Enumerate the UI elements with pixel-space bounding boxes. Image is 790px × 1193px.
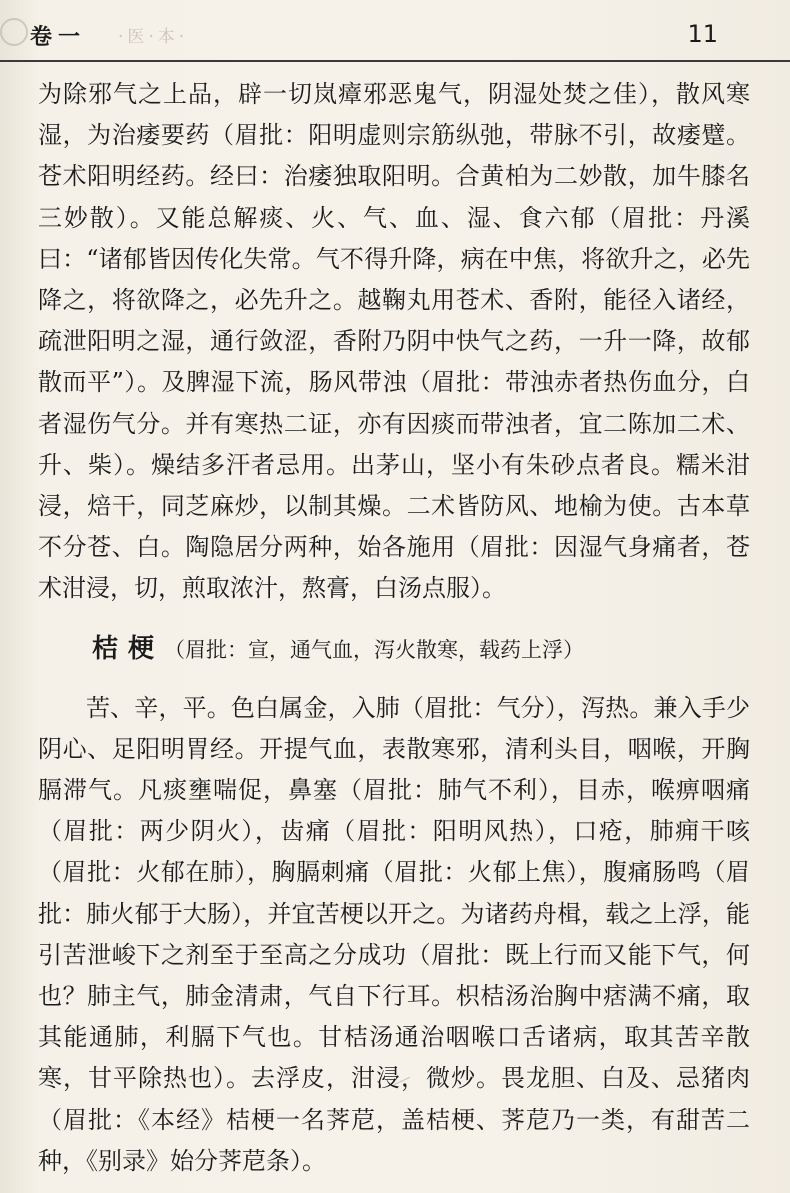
volume-title: 卷一: [30, 25, 87, 50]
faint-running-header: ·医·本·: [118, 27, 189, 47]
entry-heading-note: （眉批：宣，通气血，泻火散寒，载药上浮）: [164, 637, 585, 662]
entry-heading: [38, 610, 750, 688]
page-body: [38, 74, 750, 1182]
page-header: [0, 0, 790, 66]
paragraph-continued: 为除邪气之上品，辟一切岚瘴邪恶鬼气，阴湿处焚之佳），散风寒湿，为治痿要药（眉批：阳明虚则宗筋纵弛，带脉不引，故痿躄。苍术阳明经药。经曰：治痿独取阳明。合黄柏为二妙散，加牛膝名三妙散）。又能总解痰、火、气、血、湿、食六郁（眉批：丹溪曰：“诸郁皆因传化失常。气不得升降，病在中焦，将欲升之，必先降之，将欲降之，必先升之。越鞠丸用苍术、香附，能径入诸经，疏泄阳明之湿，通行敛涩，香附乃阴中快气之药，一升一降，故郁散而平”）。及脾湿下流，肠风带浊（眉批：带浊赤者热伤血分，白者湿伤气分。并有寒热二证，亦有因痰而带浊者，宜二陈加二术、升、柴）。燥结多汗者忌用。出茅山，坚小有朱砂点者良。糯米泔浸，焙干，同芝麻炒，以制其燥。二术皆防风、地榆为使。古本草不分苍、白。陶隐居分两种，始各施用（眉批：因湿气身痛者，苍术泔浸，切，煎取浓汁，熬膏，白汤点服）。: [38, 80, 750, 603]
header-rule: [0, 60, 790, 62]
page-number: 11: [687, 20, 718, 48]
paragraph-entry: 苦、辛，平。色白属金，入肺（眉批：气分），泻热。兼入手少阴心、足阳明胃经。开提气血，表散寒邪，清利头目，咽喉，开胸膈滞气。凡痰壅喘促，鼻塞（眉批：肺气不利），目赤，喉痹咽痛（眉批：两少阴火），齿痛（眉批：阳明风热），口疮，肺痈干咳（眉批：火郁在肺），胸膈刺痛（眉批：火郁上焦），腹痛肠鸣（眉批：肺火郁于大肠），并宜苦梗以开之。为诸药舟楫，载之上浮，能引苦泄峻下之剂至于至高之分成功（眉批：既上行而又能下气，何也？肺主气，肺金清肃，气自下行耳。枳桔汤治胸中痞满不痛，取其能通肺，利膈下气也。甘桔汤通治咽喉口舌诸病，取其苦辛散寒，甘平除热也）。去浮皮，泔浸，微炒。畏龙胆、白及、忌猪肉（眉批：《本经》桔梗一名荠苨，盖桔梗、荠苨乃一类，有甜苦二种，《别录》始分荠苨条）。: [38, 693, 750, 1175]
entry-heading-term: 桔梗: [92, 633, 165, 664]
header-ornament-icon: [0, 18, 28, 46]
